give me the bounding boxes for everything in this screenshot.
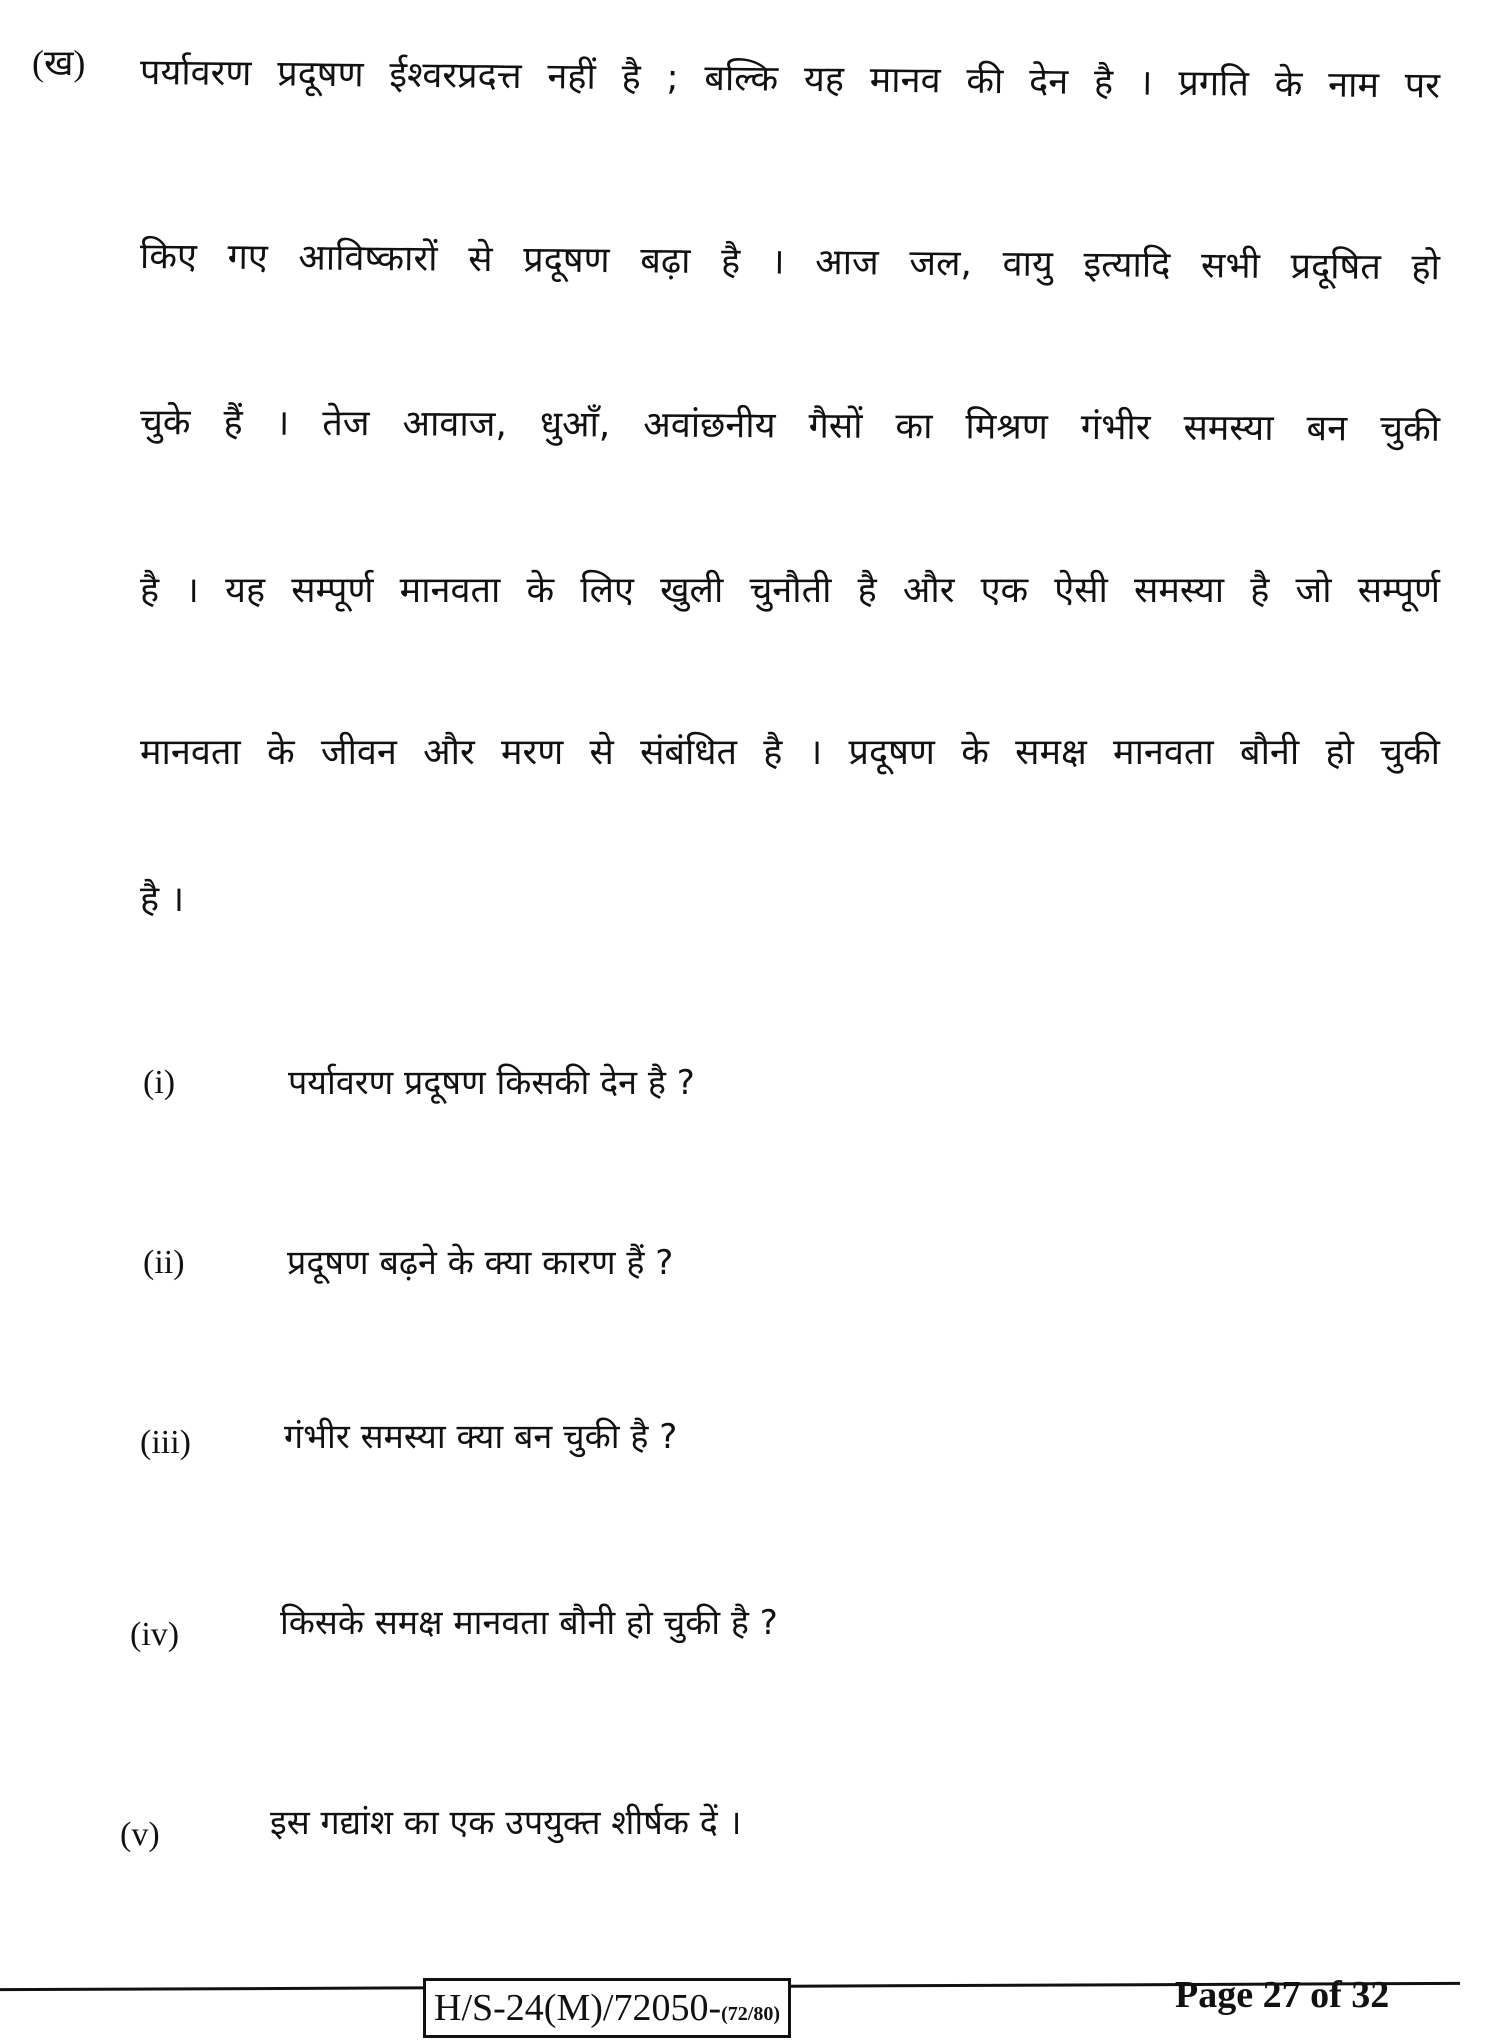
question-text: किसके समक्ष मानवता बौनी हो चुकी है ? xyxy=(280,1603,778,1643)
paper-code-text: H/S-24(M)/72050- xyxy=(434,1987,722,2029)
passage-line: किए गए आविष्कारों से प्रदूषण बढ़ा है । आज जल, वायु इत्यादि सभी प्रदूषित हो xyxy=(139,236,1441,289)
paper-code xyxy=(423,1978,791,2038)
passage-line: पर्यावरण प्रदूषण ईश्वरप्रदत्त नहीं है ; बल्कि यह मानव की देन है । प्रगति के नाम पर xyxy=(139,52,1441,107)
question-number: (iv) xyxy=(130,1616,180,1653)
question-number: (iii) xyxy=(140,1424,191,1461)
passage-label: (ख) xyxy=(32,43,86,83)
passage-line: चुके हैं । तेज आवाज, धुआँ, अवांछनीय गैसों का मिश्रण गंभीर समस्या बन चुकी xyxy=(139,402,1441,450)
passage-line: है । xyxy=(140,879,185,920)
question-text: पर्यावरण प्रदूषण किसकी देन है ? xyxy=(288,1063,695,1103)
passage-line: है । यह सम्पूर्ण मानवता के लिए खुली चुनौती है और एक ऐसी समस्या है जो सम्पूर्ण xyxy=(140,570,1440,611)
question-number: (v) xyxy=(120,1816,160,1853)
paper-code-suffix: (72/80) xyxy=(721,2003,780,2025)
question-text: गंभीर समस्या क्या बन चुकी है ? xyxy=(284,1417,678,1457)
question-text: इस गद्यांश का एक उपयुक्त शीर्षक दें । xyxy=(270,1803,742,1843)
passage-line: मानवता के जीवन और मरण से संबंधित है । प्रदूषण के समक्ष मानवता बौनी हो चुकी xyxy=(140,732,1440,773)
question-number: (ii) xyxy=(143,1244,185,1281)
question-text: प्रदूषण बढ़ने के क्या कारण हैं ? xyxy=(287,1243,674,1283)
question-number: (i) xyxy=(143,1064,176,1101)
page-number: Page 27 of 32 xyxy=(1175,1974,1390,2016)
